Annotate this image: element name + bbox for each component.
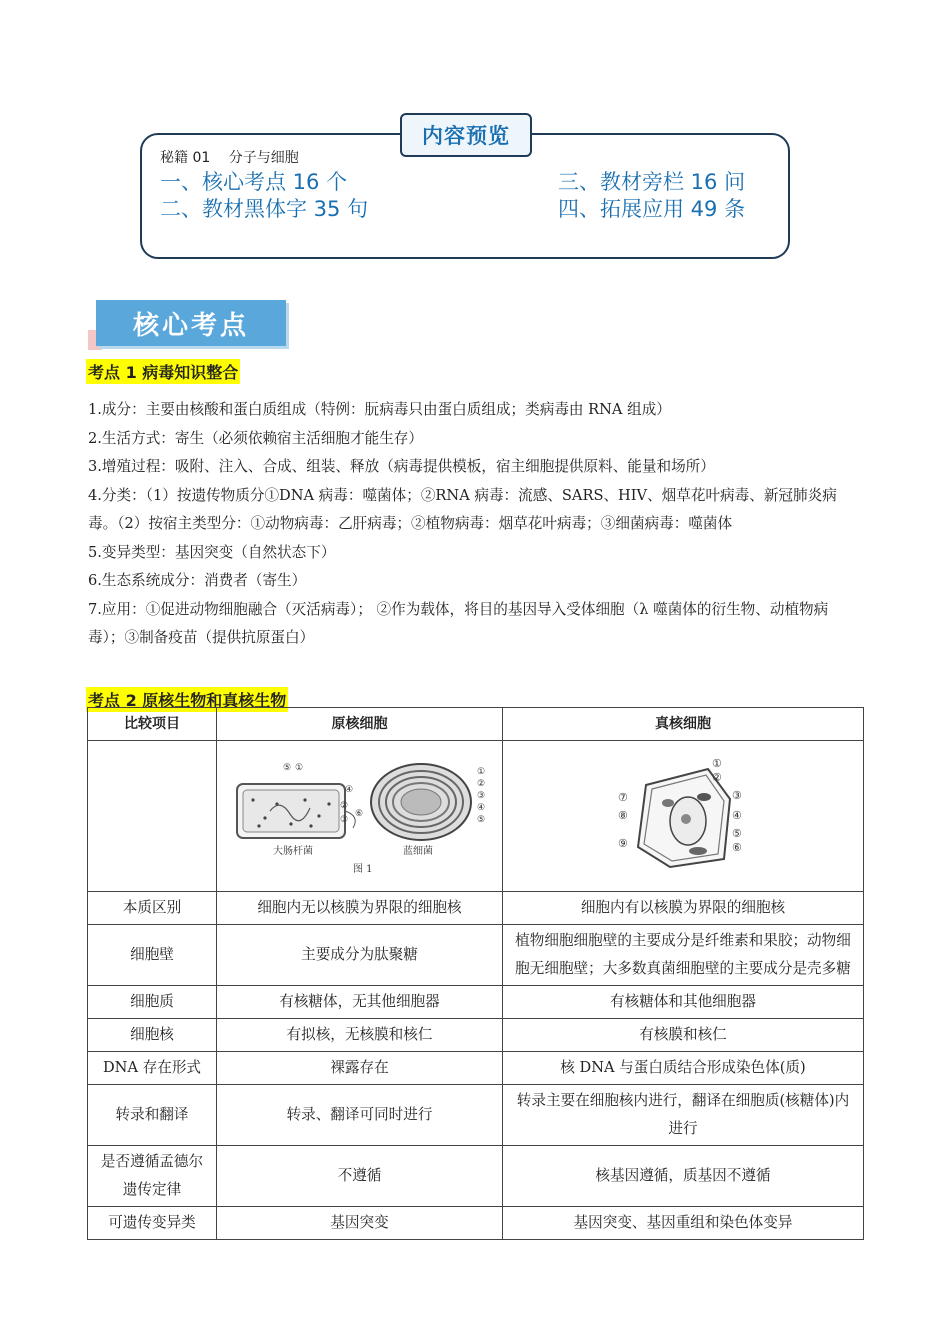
eu-num-6: ⑥ xyxy=(732,840,742,854)
row-item: 本质区别 xyxy=(88,892,217,925)
eu-num-2: ② xyxy=(712,770,722,784)
section1-line-1: 1.成分：主要由核酸和蛋白质组成（特例：朊病毒只由蛋白质组成；类病毒由 RNA 组成） xyxy=(88,401,671,418)
row-item: 细胞质 xyxy=(88,986,217,1019)
table-row xyxy=(88,1146,864,1207)
section-banner: 核心考点 xyxy=(96,300,286,346)
row-prokaryote: 基因突变 xyxy=(217,1207,503,1240)
table-row xyxy=(88,925,864,986)
row-eukaryote: 有核膜和核仁 xyxy=(503,1019,864,1052)
row-eukaryote: 核 DNA 与蛋白质结合形成染色体(质) xyxy=(503,1052,864,1085)
section2-heading: 考点 2 原核生物和真核生物 xyxy=(86,687,288,712)
row-prokaryote: 转录、翻译可同时进行 xyxy=(217,1085,503,1146)
figure-caption: 图 1 xyxy=(352,864,373,875)
pro-num-2: ② xyxy=(339,801,348,811)
row-eukaryote: 基因突变、基因重组和染色体变异 xyxy=(503,1207,864,1240)
cy-num-1: ① xyxy=(476,767,485,777)
section1-line-3: 3.增殖过程：吸附、注入、合成、组装、释放（病毒提供模板，宿主细胞提供原料、能量和场所） xyxy=(88,458,715,475)
prokaryote-cell-diagram xyxy=(225,756,495,876)
section1-line-7: 7.应用：①促进动物细胞融合（灭活病毒）； ②作为载体，将目的基因导入受体细胞（λ 噬菌体的衍生物、动植物病毒）；③制备疫苗（提供抗原蛋白） xyxy=(88,600,829,646)
eukaryote-figure-cell xyxy=(503,741,864,892)
section1-line-4: 4.分类：（1）按遗传物质分①DNA 病毒：噬菌体；②RNA 病毒：流感、SARS、HIV、烟草花叶病毒、新冠肺炎病毒。（2）按宿主类型分：①动物病毒：乙肝病毒；②植物病毒：烟草花叶病毒；③细菌病毒：噬菌体 xyxy=(88,486,837,532)
comparison-table xyxy=(87,707,864,1240)
preview-item-bold-sentences[interactable]: 二、教材黑体字 35 句 xyxy=(160,197,369,221)
pro-num-1: ① xyxy=(294,763,303,773)
section1-heading: 考点 1 病毒知识整合 xyxy=(86,359,240,384)
table-row xyxy=(88,986,864,1019)
ecoli-label: 大肠杆菌 xyxy=(272,846,313,857)
section1-line-2: 2.生活方式：寄生（必须依赖宿主活细胞才能生存） xyxy=(88,429,423,447)
table-row xyxy=(88,1085,864,1146)
cyanobacteria-label: 蓝细菌 xyxy=(402,846,433,857)
row-eukaryote: 植物细胞细胞壁的主要成分是纤维素和果胶；动物细胞无细胞壁；大多数真菌细胞壁的主要成分是壳多糖 xyxy=(503,925,864,986)
eukaryote-cell-diagram xyxy=(608,759,758,874)
cy-num-4: ④ xyxy=(476,803,485,813)
pro-num-4: ④ xyxy=(344,785,353,795)
preview-item-sidebar-questions[interactable]: 三、教材旁栏 16 问 xyxy=(558,170,746,194)
table-row xyxy=(88,1019,864,1052)
row-prokaryote: 不遵循 xyxy=(217,1146,503,1207)
section1-line-6: 6.生态系统成分：消费者（寄生） xyxy=(88,572,307,589)
figure-empty-cell xyxy=(88,741,217,892)
eu-num-3: ③ xyxy=(732,788,742,802)
content-preview-tab: 内容预览 xyxy=(400,113,532,157)
header-prokaryote: 原核细胞 xyxy=(217,708,503,741)
eu-num-8: ⑧ xyxy=(618,808,628,822)
table-row xyxy=(88,1207,864,1240)
prokaryote-figure-cell xyxy=(217,741,503,892)
preview-item-extensions[interactable]: 四、拓展应用 49 条 xyxy=(558,197,746,221)
table-header-row xyxy=(88,708,864,741)
header-eukaryote: 真核细胞 xyxy=(503,708,864,741)
row-prokaryote: 有核糖体，无其他细胞器 xyxy=(217,986,503,1019)
preview-item-core-points[interactable]: 一、核心考点 16 个 xyxy=(160,170,348,194)
cy-num-2: ② xyxy=(476,779,485,789)
table-row xyxy=(88,892,864,925)
eu-num-7: ⑦ xyxy=(618,790,628,804)
pro-num-6: ⑥ xyxy=(354,809,363,819)
cy-num-3: ③ xyxy=(476,791,485,801)
row-item: 细胞核 xyxy=(88,1019,217,1052)
eu-num-4: ④ xyxy=(732,808,742,822)
section1-content xyxy=(88,396,858,653)
row-item: 转录和翻译 xyxy=(88,1085,217,1146)
row-item: 是否遵循孟德尔遗传定律 xyxy=(88,1146,217,1207)
row-prokaryote: 主要成分为肽聚糖 xyxy=(217,925,503,986)
eu-num-1: ① xyxy=(712,758,722,770)
table-row xyxy=(88,1052,864,1085)
row-eukaryote: 细胞内有以核膜为界限的细胞核 xyxy=(503,892,864,925)
header-item: 比较项目 xyxy=(88,708,217,741)
row-prokaryote: 细胞内无以核膜为界限的细胞核 xyxy=(217,892,503,925)
row-prokaryote: 裸露存在 xyxy=(217,1052,503,1085)
cy-num-5: ⑤ xyxy=(476,815,485,825)
pro-num-3: ③ xyxy=(339,815,348,825)
eu-num-9: ⑨ xyxy=(618,836,628,850)
eu-num-5: ⑤ xyxy=(732,826,742,840)
row-prokaryote: 有拟核，无核膜和核仁 xyxy=(217,1019,503,1052)
section1-line-5: 5.变异类型：基因突变（自然状态下） xyxy=(88,543,336,561)
row-eukaryote: 核基因遵循，质基因不遵循 xyxy=(503,1146,864,1207)
row-eukaryote: 有核糖体和其他细胞器 xyxy=(503,986,864,1019)
row-item: DNA 存在形式 xyxy=(88,1052,217,1085)
pro-num-5: ⑤ xyxy=(282,763,291,773)
table-figure-row xyxy=(88,741,864,892)
row-item: 可遗传变异类 xyxy=(88,1207,217,1240)
row-eukaryote: 转录主要在细胞核内进行，翻译在细胞质(核糖体)内进行 xyxy=(503,1085,864,1146)
row-item: 细胞壁 xyxy=(88,925,217,986)
preview-subtitle: 秘籍 01 分子与细胞 xyxy=(160,150,299,166)
